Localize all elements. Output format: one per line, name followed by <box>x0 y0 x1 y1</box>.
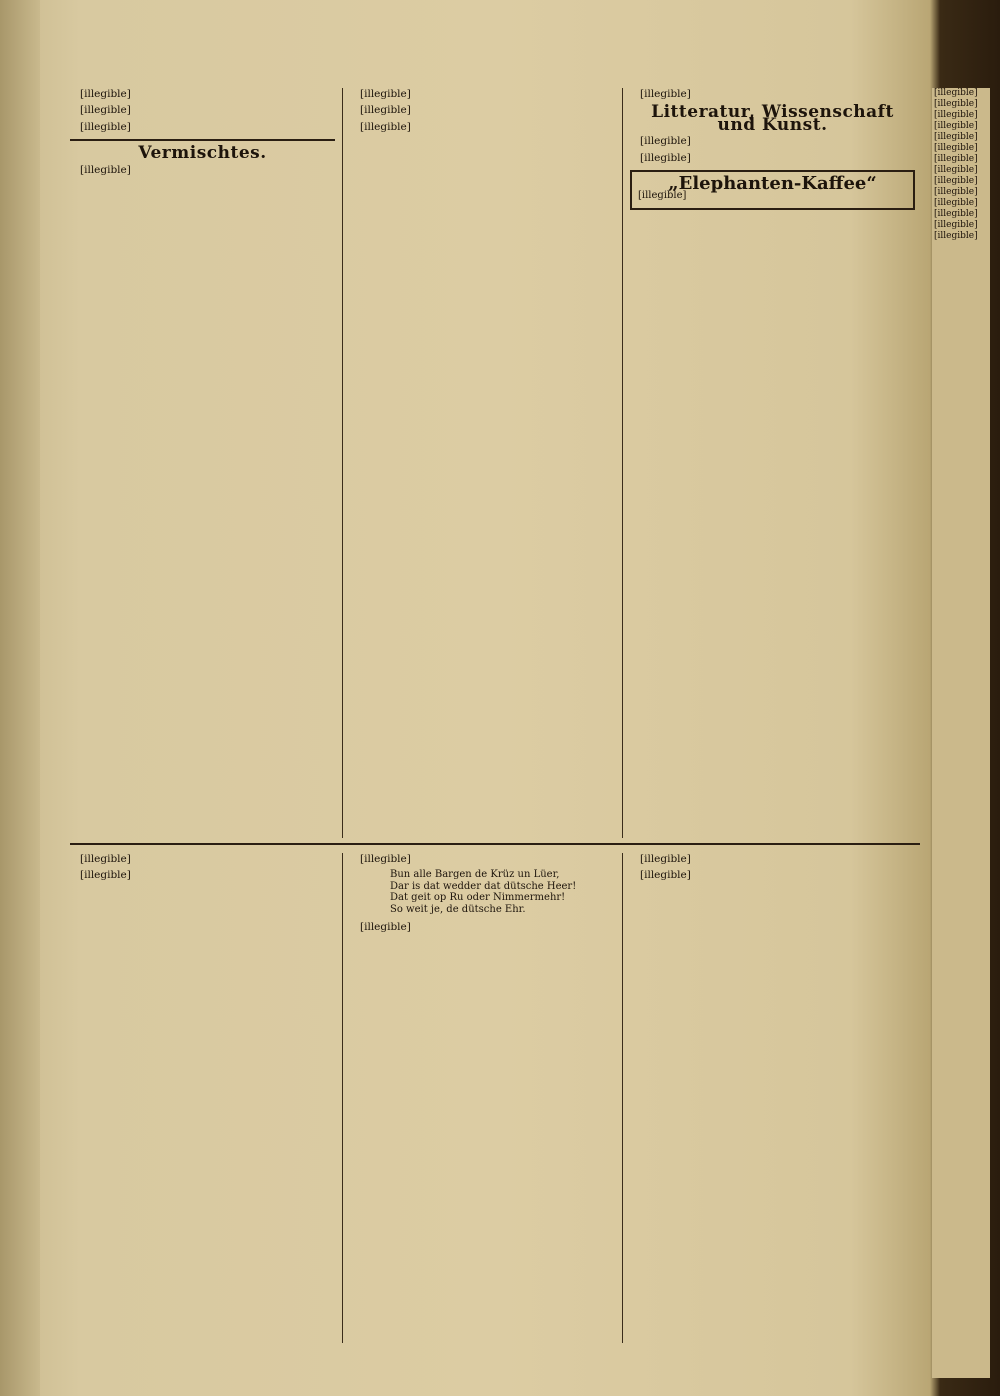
col3-para-1: [illegible] <box>640 88 691 100</box>
strip-line: [illegible] <box>934 110 978 120</box>
vermischtes-title: Vermischtes. <box>138 143 267 164</box>
lower-col3-para-2: [illegible] <box>640 869 691 882</box>
band-rule <box>70 843 920 845</box>
strip-line: [illegible] <box>934 187 978 197</box>
column-1-upper <box>70 88 335 788</box>
elephanten-kaffee-ad <box>630 170 915 210</box>
col1-para-1: [illegible] <box>80 88 131 100</box>
lower-col3-para-1: [illegible] <box>640 853 691 865</box>
column-2-upper <box>350 88 615 838</box>
poem-line: Bun alle Bargen de Krüz un Lüer, <box>390 869 560 881</box>
poem-line: Dat geit op Ru oder Nimmermehr! <box>390 892 566 904</box>
strip-line: [illegible] <box>934 165 978 175</box>
col2-para-1: [illegible] <box>360 88 411 100</box>
strip-line: [illegible] <box>934 209 978 219</box>
strip-line: [illegible] <box>934 198 978 208</box>
col1-para-2: [illegible] <box>80 104 131 117</box>
column-divider <box>622 853 623 1343</box>
column-1-lower <box>70 853 335 1343</box>
col3-para-3: [illegible] <box>640 151 691 164</box>
col1-para-3: [illegible] <box>80 120 131 133</box>
ad-title: „Elephanten-Kaffee“ <box>668 173 877 195</box>
litteratur-title: Litteratur, Wissenschaft und Kunst. <box>651 102 894 135</box>
strip-line: [illegible] <box>934 220 978 230</box>
strip-line: [illegible] <box>934 99 978 109</box>
page-fold-shadow <box>0 0 40 1396</box>
column-divider <box>342 88 343 838</box>
poem-line: Dar is dat wedder dat dütsche Heer! <box>390 880 577 892</box>
lower-col2-para-2: [illegible] <box>360 921 411 934</box>
section-rule <box>70 139 335 141</box>
poem <box>390 869 615 915</box>
adjacent-page-strip <box>932 88 990 1378</box>
column-2-lower <box>350 853 615 1343</box>
poem-line: So weit je, de dütsche Ehr. <box>390 903 526 915</box>
strip-line: [illegible] <box>934 231 978 241</box>
lower-col1-para-1: [illegible] <box>80 853 131 865</box>
column-3-lower <box>630 853 915 1343</box>
strip-line: [illegible] <box>934 176 978 186</box>
col2-para-2: [illegible] <box>360 104 411 117</box>
strip-line: [illegible] <box>934 121 978 131</box>
lower-col2-para-1: [illegible] <box>360 853 411 865</box>
col2-para-3: [illegible] <box>360 120 411 133</box>
main-content <box>70 88 920 1348</box>
col3-para-2: [illegible] <box>640 135 691 148</box>
ad-body: [illegible] <box>638 190 687 202</box>
column-divider <box>342 853 343 1343</box>
strip-line: [illegible] <box>934 143 978 153</box>
column-divider <box>622 88 623 838</box>
vermischtes-para-1: [illegible] <box>80 163 131 176</box>
strip-line: [illegible] <box>934 132 978 142</box>
strip-line: [illegible] <box>934 154 978 164</box>
strip-line: [illegible] <box>934 88 978 98</box>
column-3-upper <box>630 88 915 838</box>
lower-col1-para-2: [illegible] <box>80 869 131 882</box>
